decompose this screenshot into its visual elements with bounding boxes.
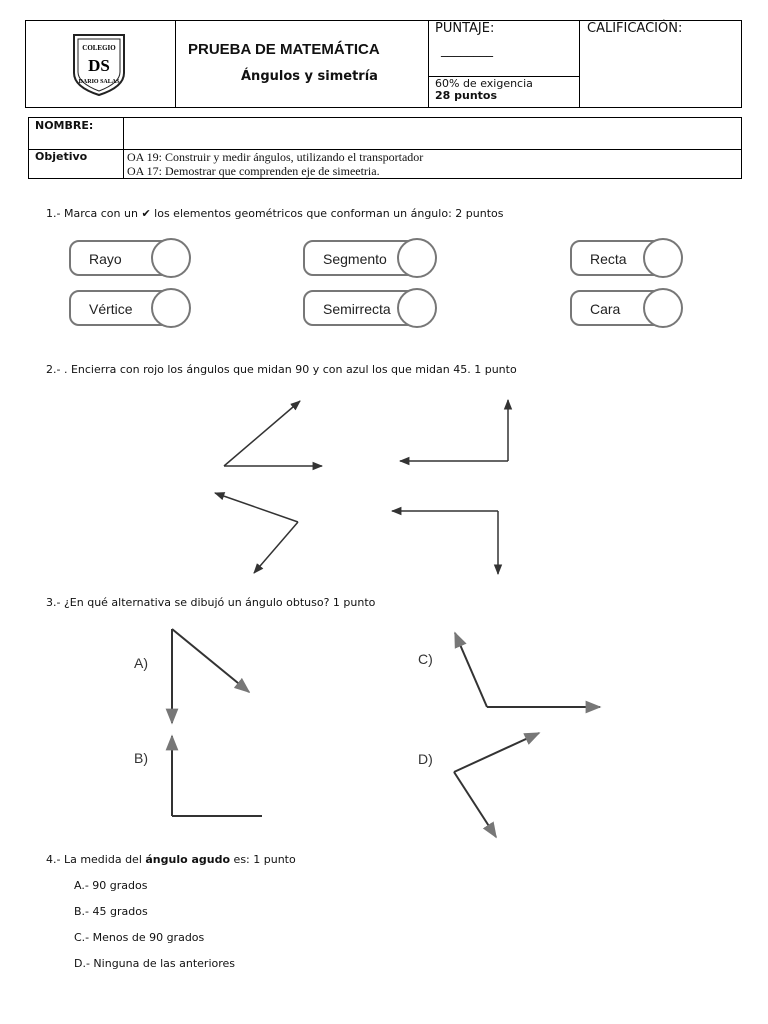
nombre-field[interactable] <box>124 118 742 150</box>
puntaje-label: PUNTAJE: <box>435 21 495 36</box>
objetivo-1: OA 19: Construir y medir ángulos, utilizando el transportador <box>127 150 424 164</box>
title-cell <box>176 21 429 108</box>
question-1: 1.- Marca con un ✔ los elementos geométricos que conforman un ángulo: 2 puntos <box>46 207 504 220</box>
puntos-text: 28 puntos <box>435 89 498 102</box>
option-segmento[interactable] <box>303 240 427 276</box>
logo-monogram: DS <box>88 56 110 75</box>
option-label-c: C) <box>418 651 433 667</box>
angle-90-lower[interactable] <box>392 511 498 574</box>
angle-figures-q3 <box>0 615 768 845</box>
page-title: PRUEBA DE MATEMÁTICA <box>188 41 380 58</box>
objetivo-text <box>124 150 742 179</box>
angle-option-c[interactable] <box>455 633 600 707</box>
question-3: 3.- ¿En qué alternativa se dibujó un ángulo obtuso? 1 punto <box>46 596 376 609</box>
option-label: Semirrecta <box>323 301 391 317</box>
check-circle[interactable] <box>151 288 191 328</box>
school-logo <box>26 21 175 103</box>
puntaje-blank: ________ <box>441 43 493 58</box>
option-label: Cara <box>590 301 621 317</box>
question-4-before: 4.- La medida del <box>46 853 146 866</box>
check-circle[interactable] <box>397 238 437 278</box>
angle-45-upper[interactable] <box>224 401 322 466</box>
option-label-a: A) <box>134 655 148 671</box>
q4-option-d[interactable]: D.- Ninguna de las anteriores <box>74 957 236 970</box>
option-cara[interactable] <box>570 290 673 326</box>
check-circle[interactable] <box>643 238 683 278</box>
logo-cell <box>26 21 176 108</box>
option-label-b: B) <box>134 750 148 766</box>
option-label: Vértice <box>89 301 133 317</box>
objetivo-2: OA 17: Demostrar que comprenden eje de simeetria. <box>127 164 380 178</box>
logo-text-bottom: DARIO SALAS <box>78 79 120 85</box>
angle-option-b[interactable] <box>172 736 262 816</box>
question-4-bold: ángulo agudo <box>145 853 231 866</box>
angle-45-lower[interactable] <box>215 493 298 573</box>
option-recta[interactable] <box>570 240 673 276</box>
angle-figures-q2 <box>0 380 768 580</box>
question-2: 2.- . Encierra con rojo los ángulos que midan 90 y con azul los que midan 45. 1 punto <box>46 363 517 376</box>
q4-option-c[interactable]: C.- Menos de 90 grados <box>74 931 205 944</box>
option-label: Recta <box>590 251 627 267</box>
objetivo-label: Objetivo <box>29 150 124 179</box>
angle-90-upper[interactable] <box>400 400 508 461</box>
logo-text-top: COLEGIO <box>82 44 116 52</box>
check-circle[interactable] <box>397 288 437 328</box>
option-label-d: D) <box>418 751 433 767</box>
calificacion-cell <box>580 21 742 108</box>
check-circle[interactable] <box>151 238 191 278</box>
option-label: Rayo <box>89 251 122 267</box>
q4-option-b[interactable]: B.- 45 grados <box>74 905 148 918</box>
header-table <box>25 20 742 108</box>
nombre-label: NOMBRE: <box>29 118 124 150</box>
angle-option-d[interactable] <box>454 733 539 837</box>
calificacion-label: CALIFICACIÓN: <box>587 21 683 36</box>
angle-option-a[interactable] <box>172 629 249 723</box>
option-label: Segmento <box>323 251 387 267</box>
check-circle[interactable] <box>643 288 683 328</box>
exigencia-text: 60% de exigencia <box>435 77 533 90</box>
option-semirrecta[interactable] <box>303 290 427 326</box>
question-4 <box>46 853 296 866</box>
option-rayo[interactable] <box>69 240 181 276</box>
question-4-after: es: 1 punto <box>230 853 296 866</box>
puntaje-cell <box>429 21 580 108</box>
q4-option-a[interactable]: A.- 90 grados <box>74 879 148 892</box>
info-table <box>28 117 742 179</box>
option-vertice[interactable] <box>69 290 181 326</box>
page-subtitle: Ángulos y simetría <box>241 69 378 84</box>
